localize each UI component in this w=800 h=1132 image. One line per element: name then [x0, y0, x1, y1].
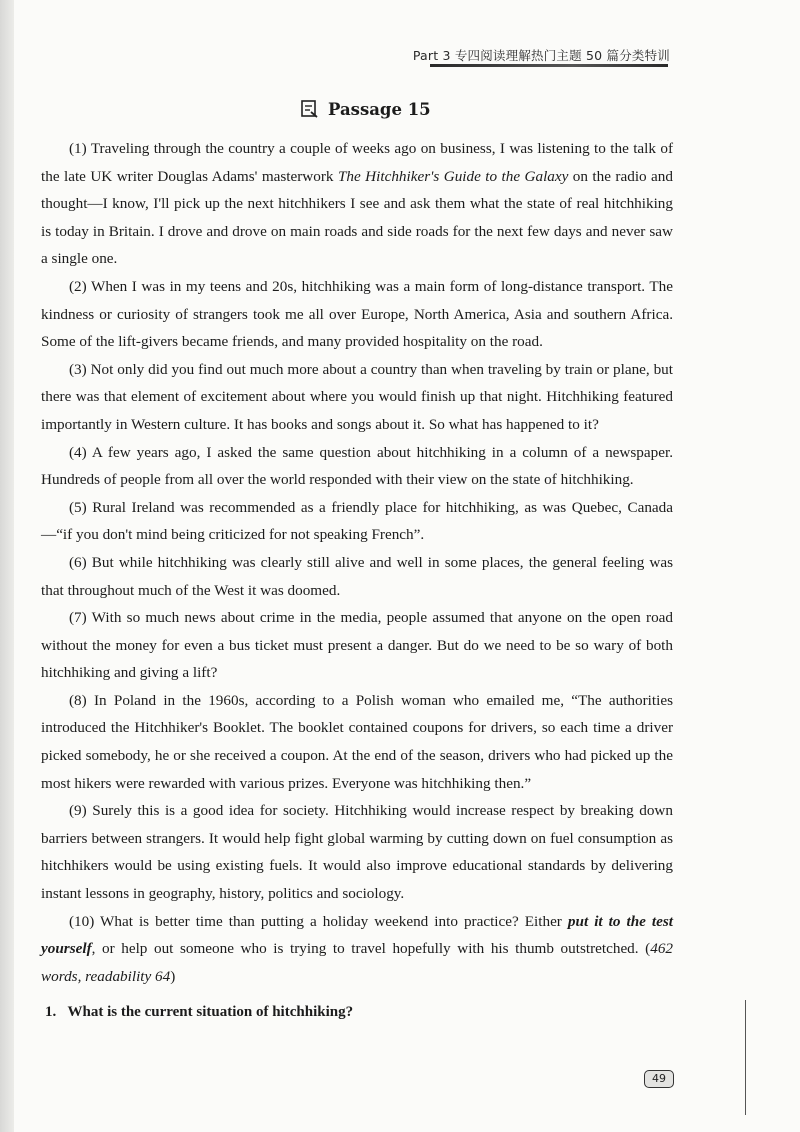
paragraph-9: (9) Surely this is a good idea for society. Hitchhiking would increase respect by breaking down barriers between strangers. It would help fight global warming by cutting down on fuel consumption as hitchhikers would be using existing fuels. It would also improve educational standards by delivering instant lessons in geography, history, politics and sociology.: [41, 802, 673, 903]
paragraph-8: (8) In Poland in the 1960s, according to a Polish woman who emailed me, “The authorities introduced the Hitchhiker's Booklet. The booklet contained coupons for drivers, so each time a driver picked somebody, he or she received a coupon. At the end of the season, drivers who had picked up the most hikers were rewarded with various prizes. Everyone was hitchhiking then.”: [41, 691, 673, 792]
question-1: [45, 1004, 353, 1021]
question-text: What is the current situation of hitchhiking?: [67, 1004, 354, 1020]
book-title: The Hitchhiker's Guide to the Galaxy: [337, 167, 569, 185]
paragraph-1: (1) Traveling through the country a couple of weeks ago on business, I was listening to the talk of the late UK writer Douglas Adams' masterwork The Hitchhiker's Guide to the Galaxy on the radio and thought—I know, I'll pick up the next hitchhikers I see and ask them what the state of real hitchhiking is today in Britain. I drove and drove on main roads and side roads for the next few days and never saw a single one.: [41, 140, 673, 268]
passage-title: [300, 96, 500, 122]
paragraph-4: (4) A few years ago, I asked the same question about hitchhiking in a column of a newspaper. Hundreds of people from all over the world responded with their view on the state of hitchhiking.: [41, 443, 673, 489]
paragraph-3: (3) Not only did you find out much more about a country than when traveling by train or plane, but there was that element of excitement about where you would finish up that night. Hitchhiking featured importantly in Western culture. It has books and songs about it. So what has happened to it?: [41, 360, 673, 433]
passage-title-text: Passage 15: [328, 99, 431, 119]
document-icon: [300, 99, 320, 119]
page-edge-line: [745, 1000, 746, 1115]
passage-body: [41, 135, 673, 990]
running-header: Part 3 专四阅读理解热门主题 50 篇分类特训: [412, 48, 670, 63]
page-number: 49: [644, 1070, 674, 1088]
paragraph-6: (6) But while hitchhiking was clearly still alive and well in some places, the general feeling was that throughout much of the West it was doomed.: [41, 553, 673, 599]
word-count-meta: 462 words, readability 64: [41, 940, 673, 985]
paragraph-5: (5) Rural Ireland was recommended as a friendly place for hitchhiking, as was Quebec, Canada—“if you don't mind being criticized for not speaking French”.: [41, 498, 673, 544]
page-shadow: [0, 0, 14, 1132]
emphasis-phrase: put it to the test yourself: [41, 912, 674, 958]
paragraph-10: (10) What is better time than putting a holiday weekend into practice? Either put it to the test yourself, or help out someone who is trying to travel hopefully with his thumb outstretched. (462 words, readability 64): [41, 912, 674, 985]
paragraph-7: (7) With so much news about crime in the media, people assumed that anyone on the open road without the money for even a bus ticket must present a danger. But do we need to be so wary of both hitchhiking and giving a lift?: [41, 609, 673, 682]
paragraph-2: (2) When I was in my teens and 20s, hitchhiking was a main form of long-distance transport. The kindness or curiosity of strangers took me all over Europe, North America, Asia and southern Africa. Some of the lift-givers became friends, and many provided hospitality on the road.: [41, 277, 673, 351]
header-rule: [430, 64, 668, 67]
question-number: 1.: [45, 1004, 57, 1020]
